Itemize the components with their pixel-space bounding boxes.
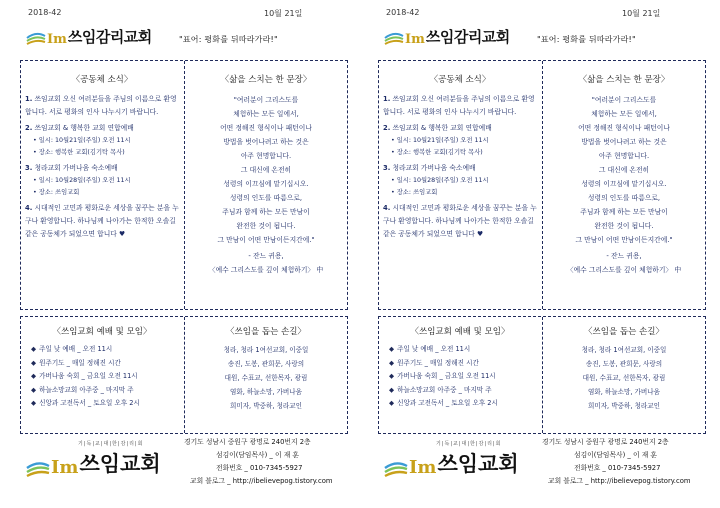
schedule-item-text: 신앙과 고전독서 _ 토요일 오후 2시 [39, 399, 140, 407]
schedule-item [389, 384, 537, 398]
news-sub-text: 장소: 행복한 교회(김기탁 목사) [396, 149, 483, 156]
schedule-list [383, 343, 537, 411]
footer-contact [184, 436, 332, 488]
poem-line: 주님과 함께 하는 모든 만남이 [580, 208, 668, 216]
diamond-bullet-icon: ◆ [31, 399, 37, 407]
schedule-column [25, 317, 179, 411]
serve-line: 대원, 수표교, 선한목자, 광림 [224, 374, 308, 382]
news-item-text: 시대적인 고민과 평화로운 세상을 꿈꾸는 분을 누구나 환영합니다. 하나님께 나아가는 한적한 오솔길 같은 공동체가 되었으면 합니다 ♥ [25, 204, 179, 238]
schedule-item [31, 343, 179, 357]
footer-church-name: 쓰임교회 [79, 452, 161, 476]
news-sub-item: • 장소: 행복한 교회(김기탁 목사) [33, 149, 125, 156]
column-divider [184, 317, 185, 433]
news-item-text: 청라교회 가버나움 숙소예배 [34, 164, 118, 172]
diamond-bullet-icon: ◆ [389, 385, 395, 394]
news-item-text: 쓰임교회 오신 여러분들을 주님의 이름으로 환영합니다. 서로 평화의 인사 나누시기 바랍니다. [25, 95, 177, 116]
phone-number: 전화번호 _ 010-7345-5927 [574, 464, 661, 472]
news-sub-item: • 일시: 10월28일(주일) 오전 11시 [33, 177, 131, 184]
date-day: 10월 21일 [264, 9, 303, 18]
poem-line: 주님과 함께 하는 모든 만남이 [222, 208, 310, 216]
footer-church-name: 쓰임교회 [437, 452, 519, 476]
date-code: 2018-42 [28, 8, 62, 17]
phone-number: 전화번호 _ 010-7345-5927 [216, 464, 303, 472]
poem-line: 어떤 정해진 형식이나 패턴이나 [220, 124, 312, 132]
poem-signature: 〈예수 그리스도를 깊이 체험하기〉 中 [208, 266, 324, 274]
diamond-bullet-icon: ◆ [389, 372, 395, 380]
news-item-text: 시대적인 고민과 평화로운 세상을 꿈꾸는 분을 누구나 환영합니다. 하나님께 나아가는 한적한 오솔길 같은 공동체가 되었으면 합니다 ♥ [383, 204, 537, 238]
schedule-item [31, 370, 179, 384]
date-code: 2018-42 [386, 8, 420, 17]
news-item-text: 쓰임교회 & 행복한 교회 연합예배 [34, 124, 134, 132]
poem-line: 완전한 것이 됩니다. [236, 222, 296, 230]
schedule-item-text: 주일 낮 예배 _ 오전 11시 [397, 345, 471, 353]
schedule-list [25, 343, 179, 411]
schedule-item-text: 주일 낮 예배 _ 오전 11시 [39, 345, 113, 353]
pastor-name: 섬김이(담임목사) _ 이 재 훈 [574, 451, 658, 459]
news-item [25, 122, 179, 135]
news-column [383, 61, 537, 244]
news-item [25, 202, 179, 241]
news-item [383, 122, 537, 135]
diamond-bullet-icon: ◆ [31, 345, 37, 353]
news-item-number: 2. [25, 124, 33, 132]
news-item [383, 202, 537, 241]
footer-logo [384, 440, 519, 478]
news-item-text: 쓰임교회 오신 여러분들을 주님의 이름으로 환영합니다. 서로 평화의 인사 나누시기 바랍니다. [383, 95, 535, 116]
poem-line: 그 만남이 어떤 만남이든지간에." [575, 236, 673, 244]
poem-line: 성령의 인도를 따름으로, [229, 194, 303, 202]
poem-line: 그 대신에 온전히 [598, 166, 650, 174]
blog-link[interactable]: 교회 블로그 _ http://ibelievepog.tistory.com [190, 477, 333, 485]
swoosh-logo-icon [384, 458, 408, 478]
news-sub-text: 일시: 10월21일(주일) 오전 11시 [396, 137, 489, 144]
schedule-title: 〈쓰임교회 예배 및 모임〉 [410, 327, 510, 337]
footer-tagline: 기|독|교|대|한|감|리|회 [436, 441, 502, 447]
schedule-item-text: 원주기도 _ 매일 정해진 시간 [397, 358, 479, 367]
poem-line: 체험하는 모든 일에서, [591, 110, 657, 118]
top-section-box [20, 60, 348, 310]
poem-line: 그 대신에 온전히 [240, 166, 292, 174]
motto: "표어: 평화를 뒤따라가라!" [179, 35, 278, 44]
diamond-bullet-icon: ◆ [389, 399, 395, 407]
poem-line: "여러분이 그리스도를 [233, 96, 299, 104]
schedule-item-text: 하늘소망교회 아주중 _ 마지막 주 [397, 385, 492, 394]
schedule-item [389, 397, 537, 411]
serve-line: 염화, 하늘소망, 가버나움 [229, 388, 303, 396]
blog-link[interactable]: 교회 블로그 _ http://ibelievepog.tistory.com [548, 477, 691, 485]
schedule-item-text: 가버나움 숙회 _ 금요일 오전 11시 [397, 372, 496, 380]
diamond-bullet-icon: ◆ [31, 358, 37, 367]
logo-church-name: 쓰임감리교회 [425, 28, 510, 46]
serve-list [548, 343, 700, 413]
footer-contact [542, 436, 690, 488]
news-item-number: 4. [383, 204, 391, 212]
news-sub-text: 장소: 쓰임교회 [38, 189, 80, 196]
bulletin-page-right [362, 0, 716, 508]
news-sub-item: • 장소: 쓰임교회 [33, 189, 80, 196]
schedule-item [389, 343, 537, 357]
poem-line: "여러분이 그리스도를 [591, 96, 657, 104]
news-column [25, 61, 179, 244]
news-sub-item: • 장소: 행복한 교회(김기탁 목사) [391, 149, 483, 156]
diamond-bullet-icon: ◆ [389, 345, 395, 353]
news-list [383, 93, 537, 244]
serve-line: 희미자, 박중하, 청라교인 [229, 402, 303, 410]
poem-signature: - 잔느 귀용, [248, 252, 284, 260]
schedule-item-text: 신앙과 고전독서 _ 토요일 오후 2시 [397, 399, 498, 407]
footer-logo [26, 440, 161, 478]
church-logo [384, 26, 510, 47]
news-item-text: 청라교회 가버나움 숙소예배 [392, 164, 476, 172]
bulletin-page-left [4, 0, 358, 508]
serve-column [190, 317, 342, 413]
footer-tagline: 기|독|교|대|한|감|리|회 [78, 441, 144, 447]
poem-signature: - 잔느 귀용, [606, 252, 642, 260]
top-section-box [378, 60, 706, 310]
poem-line: 완전한 것이 됩니다. [594, 222, 654, 230]
footer-logo-im: Im [51, 457, 79, 478]
news-item [383, 93, 537, 119]
poem-line: 아주 현명합니다. [598, 152, 650, 160]
poem-line: 성령의 이끄심에 맡기십시오. [581, 180, 667, 188]
diamond-bullet-icon: ◆ [31, 385, 37, 394]
news-sub-item: • 장소: 쓰임교회 [391, 189, 438, 196]
serve-line: 희미자, 박중하, 청라교인 [587, 402, 661, 410]
serve-line: 송진, 도봉, 관희문, 사랑의 [585, 360, 663, 368]
news-item [383, 162, 537, 175]
swoosh-logo-icon [26, 29, 46, 47]
serve-line: 대원, 수표교, 선한목자, 광림 [582, 374, 666, 382]
serve-line: 송진, 도봉, 관희문, 사랑의 [227, 360, 305, 368]
bottom-section-box [378, 316, 706, 434]
news-item [25, 162, 179, 175]
schedule-item-text: 하늘소망교회 아주중 _ 마지막 주 [39, 385, 134, 394]
column-divider [542, 317, 543, 433]
news-sub-text: 장소: 쓰임교회 [396, 189, 438, 196]
church-address: 경기도 성남시 중원구 광명로 240번지 2층 [542, 438, 669, 446]
poem-title: 〈삶을 스치는 한 문장〉 [220, 75, 312, 85]
news-sub-text: 일시: 10월21일(주일) 오전 11시 [38, 137, 131, 144]
schedule-item-text: 원주기도 _ 매일 정해진 시간 [39, 358, 121, 367]
news-item [25, 93, 179, 119]
news-sub-text: 일시: 10월28일(주일) 오전 11시 [38, 177, 131, 184]
poem-title: 〈삶을 스치는 한 문장〉 [578, 75, 670, 85]
news-item-text: 쓰임교회 & 행복한 교회 연합예배 [392, 124, 492, 132]
poem-body [548, 93, 700, 277]
news-title: 〈공동체 소식〉 [71, 75, 133, 85]
serve-line: 염화, 하늘소망, 가버나움 [587, 388, 661, 396]
news-item-number: 2. [383, 124, 391, 132]
news-item-number: 1. [383, 95, 391, 103]
poem-column [190, 61, 342, 277]
poem-line: 방법을 벗어나려고 하는 것은 [581, 138, 667, 146]
church-address: 경기도 성남시 중원구 광명로 240번지 2층 [184, 438, 311, 446]
poem-line: 어떤 정해진 형식이나 패턴이나 [578, 124, 670, 132]
serve-line: 청라, 청라 1여선교회, 이중일 [223, 346, 309, 354]
poem-line: 방법을 벗어나려고 하는 것은 [223, 138, 309, 146]
schedule-column [383, 317, 537, 411]
poem-line: 체험하는 모든 일에서, [233, 110, 299, 118]
schedule-item [31, 384, 179, 398]
bottom-section-box [20, 316, 348, 434]
schedule-item [389, 370, 537, 384]
column-divider [542, 61, 543, 309]
church-logo [26, 26, 152, 47]
poem-line: 아주 현명합니다. [240, 152, 292, 160]
poem-line: 성령의 이끄심에 맡기십시오. [223, 180, 309, 188]
logo-im: Im [405, 32, 425, 47]
diamond-bullet-icon: ◆ [389, 358, 395, 367]
news-sub-text: 장소: 행복한 교회(김기탁 목사) [38, 149, 125, 156]
swoosh-logo-icon [26, 458, 50, 478]
diamond-bullet-icon: ◆ [31, 372, 37, 380]
news-sub-item: • 일시: 10월28일(주일) 오전 11시 [391, 177, 489, 184]
serve-title: 〈쓰임을 돕는 손길〉 [584, 327, 664, 337]
news-item-number: 1. [25, 95, 33, 103]
poem-body [190, 93, 342, 277]
poem-column [548, 61, 700, 277]
news-sub-item: • 일시: 10월21일(주일) 오전 11시 [33, 137, 131, 144]
news-item-number: 3. [25, 164, 33, 172]
schedule-item [389, 357, 537, 371]
serve-list [190, 343, 342, 413]
news-sub-item: • 일시: 10월21일(주일) 오전 11시 [391, 137, 489, 144]
schedule-item [31, 397, 179, 411]
schedule-item [31, 357, 179, 371]
poem-line: 성령의 인도를 따름으로, [587, 194, 661, 202]
news-title: 〈공동체 소식〉 [429, 75, 491, 85]
schedule-item-text: 가버나움 숙회 _ 금요일 오전 11시 [39, 372, 138, 380]
news-item-number: 3. [383, 164, 391, 172]
swoosh-logo-icon [384, 29, 404, 47]
poem-signature: 〈예수 그리스도를 깊이 체험하기〉 中 [566, 266, 682, 274]
serve-line: 청라, 청라 1여선교회, 이중일 [581, 346, 667, 354]
news-sub-text: 일시: 10월28일(주일) 오전 11시 [396, 177, 489, 184]
date-day: 10월 21일 [622, 9, 661, 18]
poem-line: 그 만남이 어떤 만남이든지간에." [217, 236, 315, 244]
news-list [25, 93, 179, 244]
pastor-name: 섬김이(담임목사) _ 이 재 훈 [216, 451, 300, 459]
motto: "표어: 평화를 뒤따라가라!" [537, 35, 636, 44]
logo-im: Im [47, 32, 67, 47]
serve-column [548, 317, 700, 413]
logo-church-name: 쓰임감리교회 [67, 28, 152, 46]
schedule-title: 〈쓰임교회 예배 및 모임〉 [52, 327, 152, 337]
news-item-number: 4. [25, 204, 33, 212]
serve-title: 〈쓰임을 돕는 손길〉 [226, 327, 306, 337]
column-divider [184, 61, 185, 309]
footer-logo-im: Im [409, 457, 437, 478]
